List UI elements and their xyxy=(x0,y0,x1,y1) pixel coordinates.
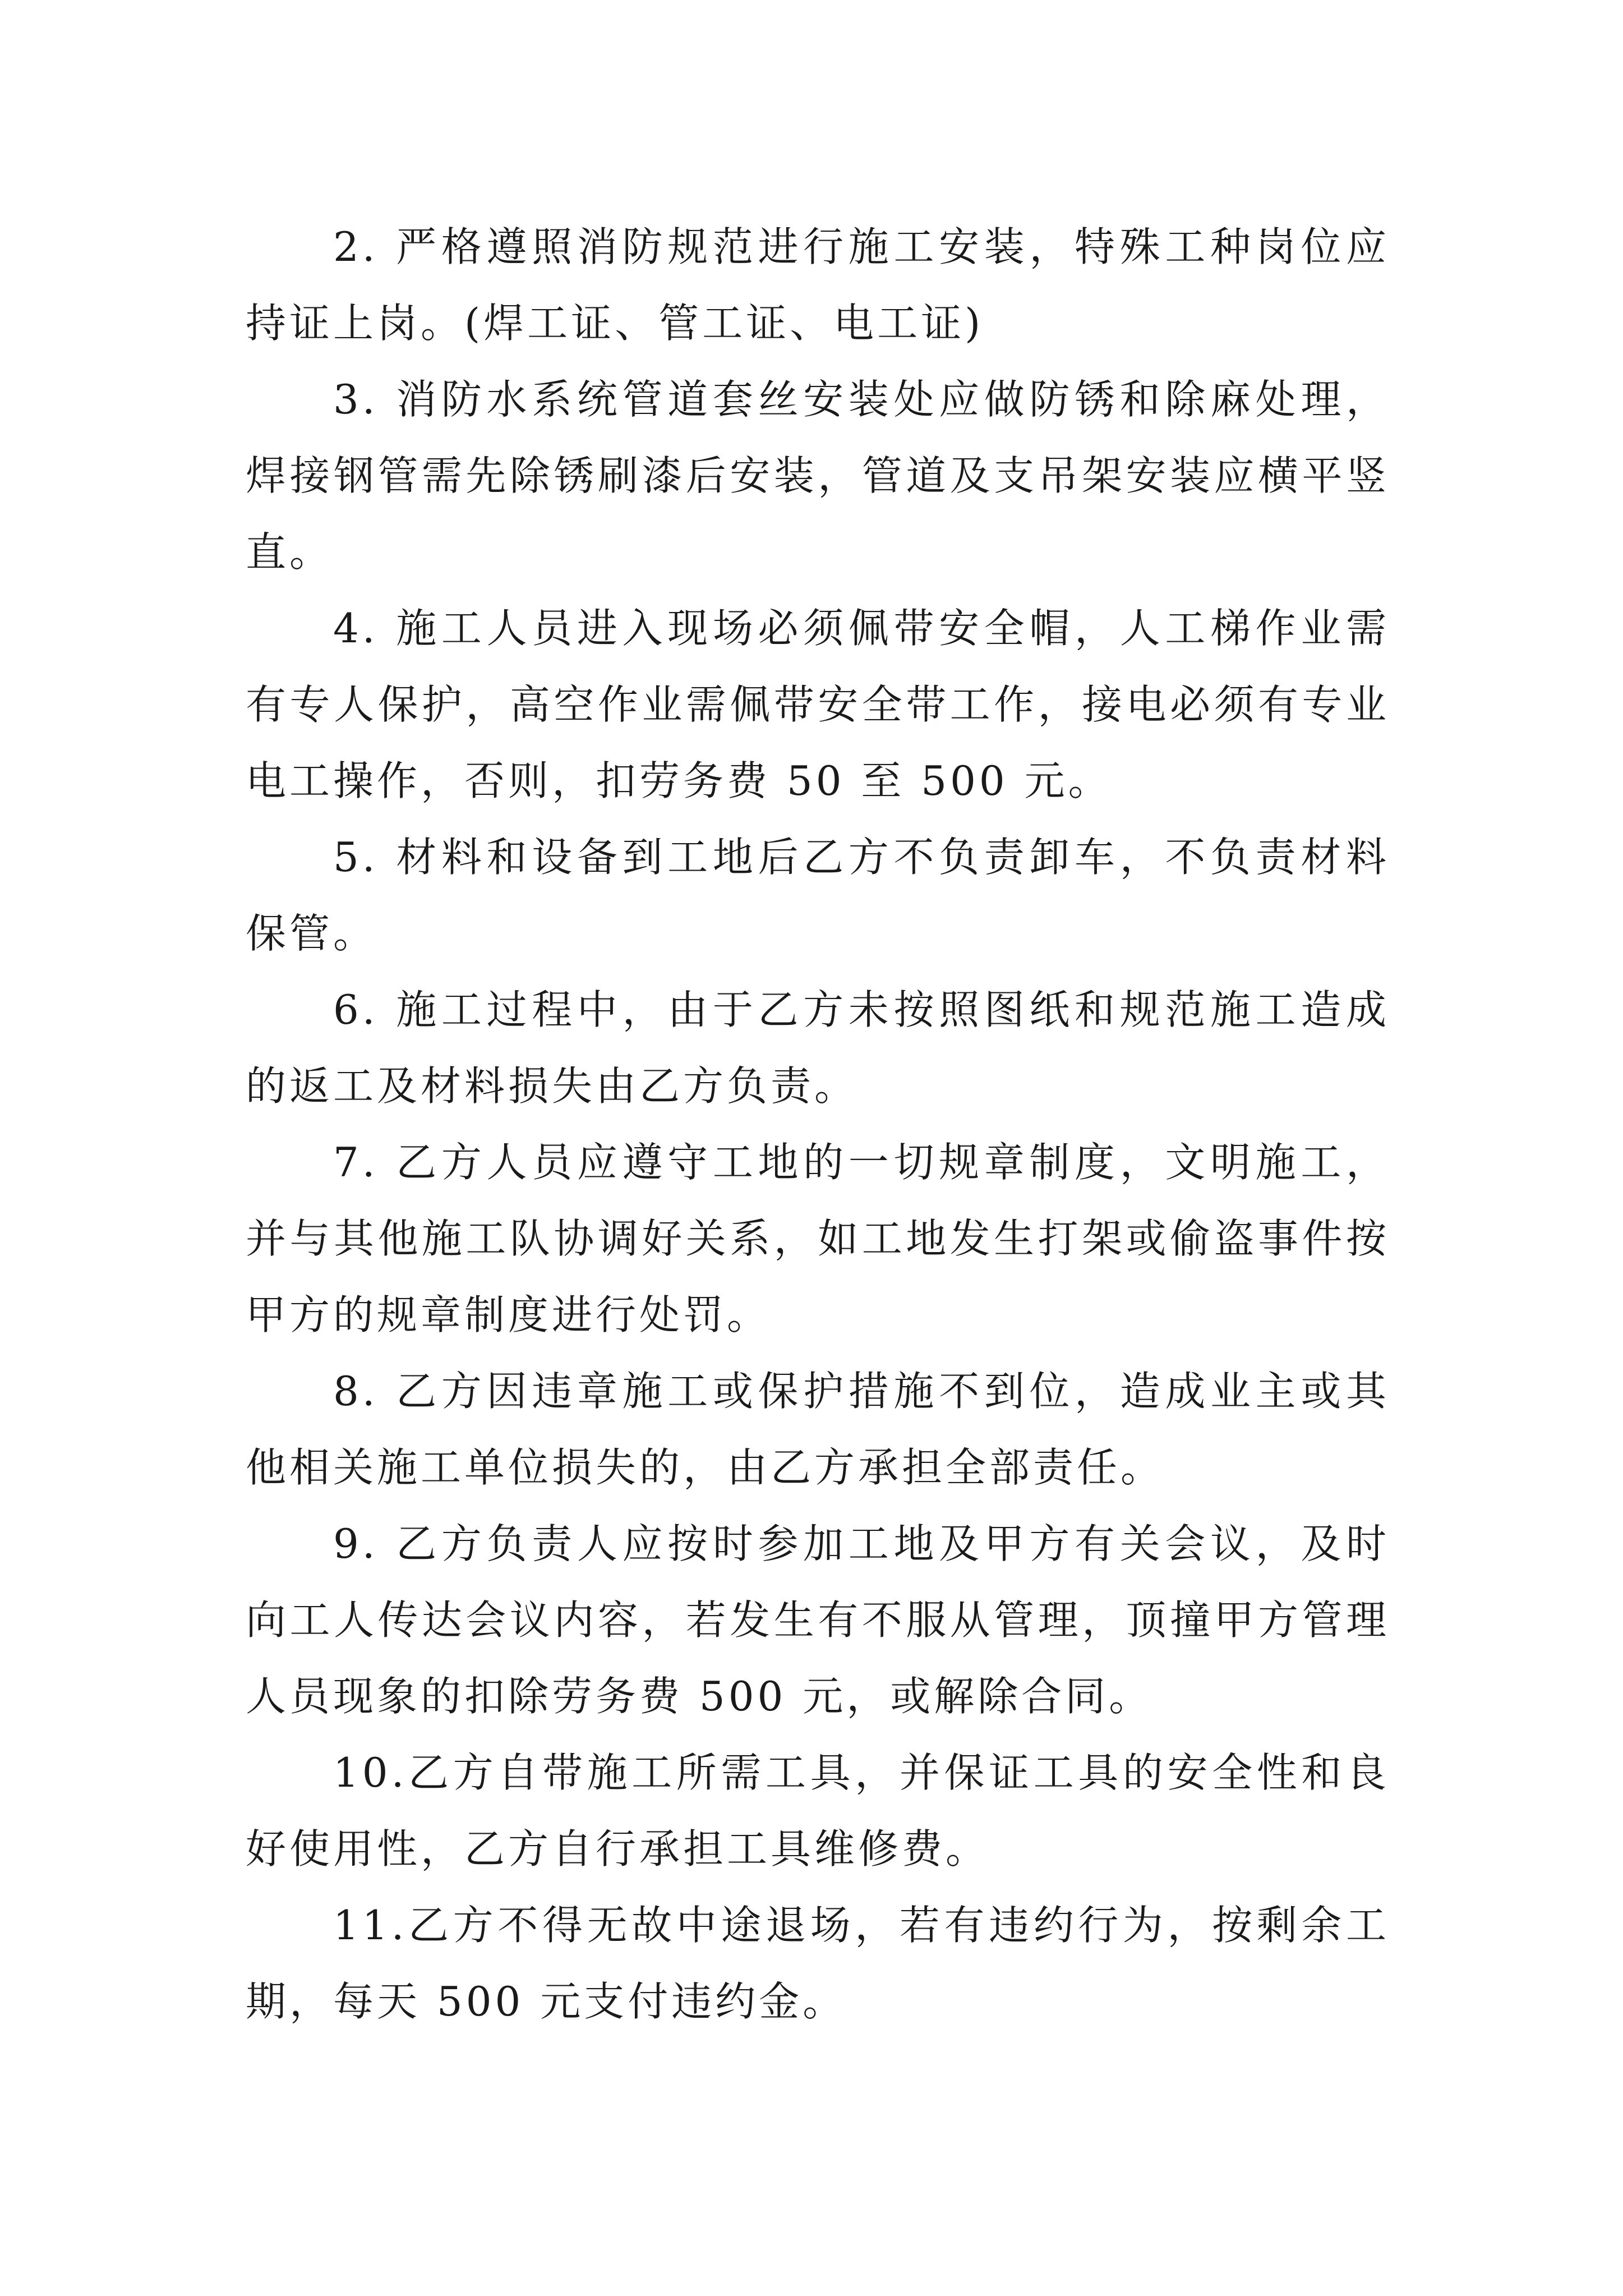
clause-text: 乙方人员应遵守工地的一切规章制度，文明施工，并与其他施工队协调好关系，如工地发生打架或偷盗事件按甲方的规章制度进行处罚。 xyxy=(246,1139,1390,1338)
clause-7 xyxy=(246,1124,1390,1353)
clause-2 xyxy=(246,209,1390,361)
clause-3 xyxy=(246,361,1390,590)
clause-text: 乙方不得无故中途退场，若有违约行为，按剩余工期，每天 500 元支付违约金。 xyxy=(246,1902,1390,2025)
clause-text: 乙方自带施工所需工具，并保证工具的安全性和良好使用性，乙方自行承担工具维修费。 xyxy=(246,1749,1390,1872)
clause-number: 11. xyxy=(333,1902,408,1949)
clause-number: 5. xyxy=(333,834,379,881)
clause-11 xyxy=(246,1887,1390,2040)
clause-number: 8. xyxy=(333,1368,379,1415)
clause-text: 材料和设备到工地后乙方不负责卸车，不负责材料保管。 xyxy=(246,834,1390,957)
clause-8 xyxy=(246,1353,1390,1506)
clause-5 xyxy=(246,819,1390,972)
clause-10 xyxy=(246,1734,1390,1887)
clause-text: 乙方负责人应按时参加工地及甲方有关会议，及时向工人传达会议内容，若发生有不服从管理，顶撞甲方管理人员现象的扣除劳务费 500 元，或解除合同。 xyxy=(246,1520,1390,1720)
clause-number: 6. xyxy=(333,986,379,1033)
clause-number: 10. xyxy=(333,1749,408,1796)
clause-text: 施工人员进入现场必须佩带安全帽，人工梯作业需有专人保护，高空作业需佩带安全带工作，接电必须有专业电工操作，否则，扣劳务费 50 至 500 元。 xyxy=(246,605,1390,804)
contract-clauses xyxy=(246,209,1390,2040)
clause-6 xyxy=(246,972,1390,1124)
clause-4 xyxy=(246,590,1390,819)
clause-text: 施工过程中，由于乙方未按照图纸和规范施工造成的返工及材料损失由乙方负责。 xyxy=(246,986,1390,1110)
clause-number: 9. xyxy=(333,1520,379,1567)
clause-number: 3. xyxy=(333,376,379,423)
clause-number: 7. xyxy=(333,1139,379,1186)
clause-text: 严格遵照消防规范进行施工安装，特殊工种岗位应持证上岗。(焊工证、管工证、电工证) xyxy=(246,223,1390,347)
clause-9 xyxy=(246,1506,1390,1734)
clause-number: 2. xyxy=(333,223,379,270)
clause-text: 乙方因违章施工或保护措施不到位，造成业主或其他相关施工单位损失的，由乙方承担全部责任。 xyxy=(246,1368,1390,1491)
clause-text: 消防水系统管道套丝安装处应做防锈和除麻处理，焊接钢管需先除锈刷漆后安装，管道及支吊架安装应横平竖直。 xyxy=(246,376,1390,576)
clause-number: 4. xyxy=(333,605,379,652)
